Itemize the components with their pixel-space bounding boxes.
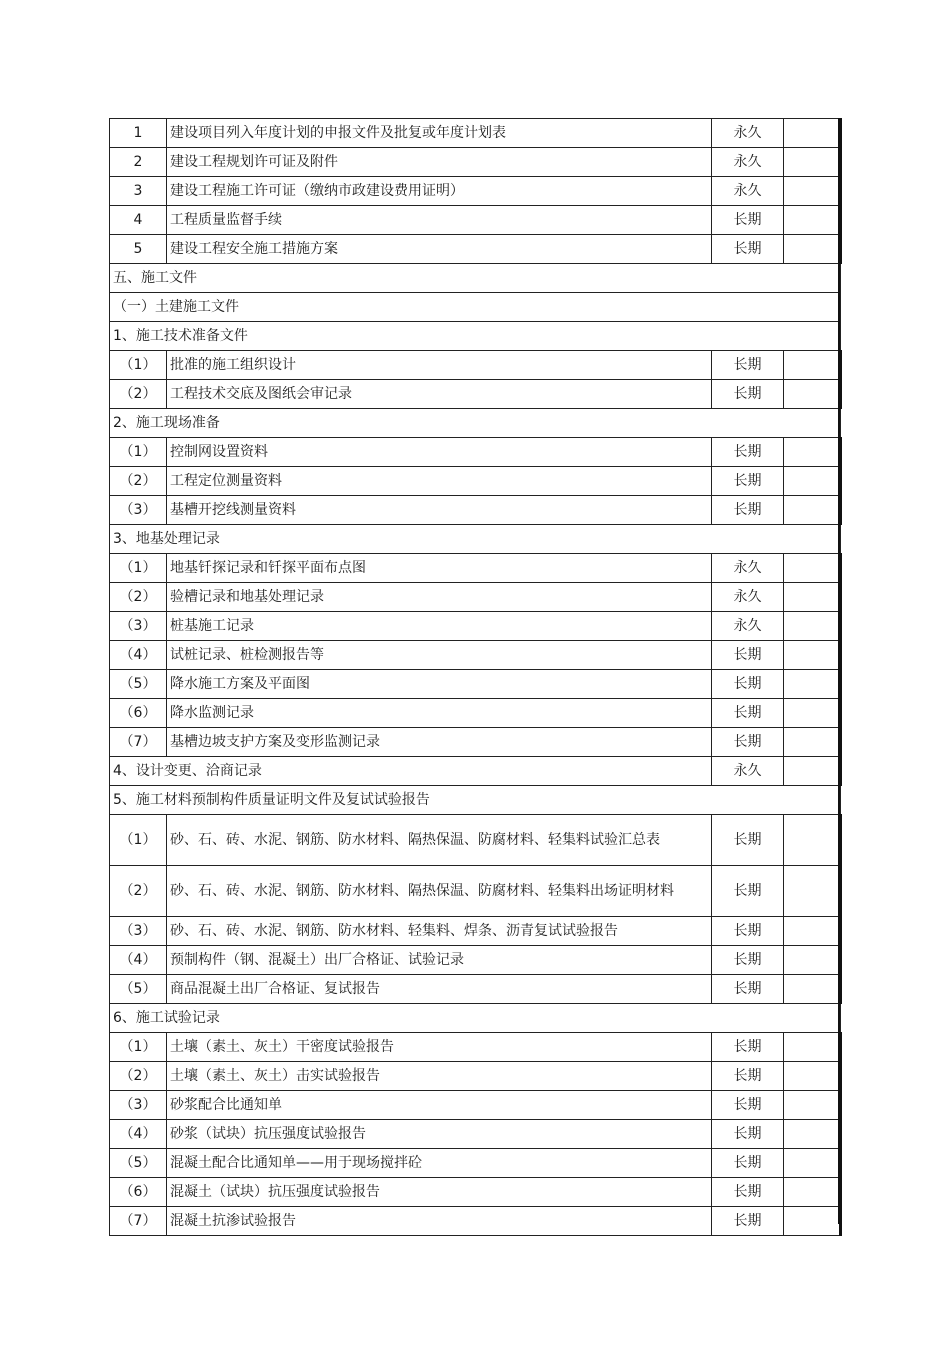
item-title: 降水监测记录 xyxy=(167,699,712,728)
section-title: 4、设计变更、洽商记录 xyxy=(110,757,712,786)
section-title: 2、施工现场准备 xyxy=(110,409,841,438)
item-title: 混凝土配合比通知单——用于现场搅拌砼 xyxy=(167,1149,712,1178)
retention-term: 永久 xyxy=(712,148,784,177)
item-title: 工程定位测量资料 xyxy=(167,467,712,496)
item-title: 建设工程规划许可证及附件 xyxy=(167,148,712,177)
table-row xyxy=(110,206,841,235)
item-title: 验槽记录和地基处理记录 xyxy=(167,583,712,612)
retention-term: 永久 xyxy=(712,583,784,612)
table-row xyxy=(110,641,841,670)
retention-term: 长期 xyxy=(712,670,784,699)
item-number: （5） xyxy=(110,1149,167,1178)
item-number: （3） xyxy=(110,612,167,641)
table-row xyxy=(110,496,841,525)
retention-term: 长期 xyxy=(712,1207,784,1236)
item-number: （5） xyxy=(110,975,167,1004)
item-title: 砂浆配合比通知单 xyxy=(167,1091,712,1120)
table-row xyxy=(110,438,841,467)
table-row xyxy=(110,119,841,148)
table-row xyxy=(110,467,841,496)
retention-term: 长期 xyxy=(712,866,784,917)
remarks-cell xyxy=(784,641,841,670)
remarks-cell xyxy=(784,351,841,380)
table-row xyxy=(110,1178,841,1207)
item-number: （4） xyxy=(110,946,167,975)
section-header-row xyxy=(110,409,841,438)
remarks-cell xyxy=(784,554,841,583)
item-number: （1） xyxy=(110,815,167,866)
retention-term: 长期 xyxy=(712,1091,784,1120)
item-number: 3 xyxy=(110,177,167,206)
item-title: 砂、石、砖、水泥、钢筋、防水材料、隔热保温、防腐材料、轻集料出场证明材料 xyxy=(167,866,712,917)
item-title: 建设工程安全施工措施方案 xyxy=(167,235,712,264)
remarks-cell xyxy=(784,177,841,206)
remarks-cell xyxy=(784,728,841,757)
table-row xyxy=(110,554,841,583)
remarks-cell xyxy=(784,1033,841,1062)
section-title: （一）土建施工文件 xyxy=(110,293,841,322)
table-row xyxy=(110,1149,841,1178)
remarks-cell xyxy=(784,119,841,148)
retention-term: 长期 xyxy=(712,380,784,409)
remarks-cell xyxy=(784,612,841,641)
remarks-cell xyxy=(784,946,841,975)
item-title: 基槽开挖线测量资料 xyxy=(167,496,712,525)
retention-term: 长期 xyxy=(712,235,784,264)
table-row xyxy=(110,866,841,917)
retention-term: 长期 xyxy=(712,815,784,866)
table-row xyxy=(110,148,841,177)
retention-term: 长期 xyxy=(712,206,784,235)
retention-term: 长期 xyxy=(712,1149,784,1178)
remarks-cell xyxy=(784,866,841,917)
retention-term: 长期 xyxy=(712,467,784,496)
item-title: 工程质量监督手续 xyxy=(167,206,712,235)
retention-term: 长期 xyxy=(712,728,784,757)
retention-term: 长期 xyxy=(712,699,784,728)
item-number: （7） xyxy=(110,1207,167,1236)
section-header-row xyxy=(110,293,841,322)
section-title: 五、施工文件 xyxy=(110,264,841,293)
retention-term: 长期 xyxy=(712,1178,784,1207)
section-title: 5、施工材料预制构件质量证明文件及复试试验报告 xyxy=(110,786,841,815)
item-number: （3） xyxy=(110,1091,167,1120)
item-title: 商品混凝土出厂合格证、复试报告 xyxy=(167,975,712,1004)
item-title: 混凝土抗渗试验报告 xyxy=(167,1207,712,1236)
table-row xyxy=(110,612,841,641)
item-title: 基槽边坡支护方案及变形监测记录 xyxy=(167,728,712,757)
remarks-cell xyxy=(784,1062,841,1091)
section-header-row xyxy=(110,1004,841,1033)
section-title: 6、施工试验记录 xyxy=(110,1004,841,1033)
retention-term: 长期 xyxy=(712,975,784,1004)
retention-term: 永久 xyxy=(712,612,784,641)
item-number: （2） xyxy=(110,467,167,496)
retention-term: 长期 xyxy=(712,1120,784,1149)
item-number: （7） xyxy=(110,728,167,757)
item-number: （3） xyxy=(110,496,167,525)
item-number: 4 xyxy=(110,206,167,235)
item-number: 5 xyxy=(110,235,167,264)
item-title: 砂浆（试块）抗压强度试验报告 xyxy=(167,1120,712,1149)
retention-term: 长期 xyxy=(712,917,784,946)
item-number: （2） xyxy=(110,583,167,612)
retention-term: 长期 xyxy=(712,641,784,670)
table-row xyxy=(110,815,841,866)
table-row xyxy=(110,946,841,975)
item-number: （4） xyxy=(110,641,167,670)
item-title: 土壤（素土、灰土）干密度试验报告 xyxy=(167,1033,712,1062)
remarks-cell xyxy=(784,699,841,728)
item-number: （1） xyxy=(110,554,167,583)
item-title: 砂、石、砖、水泥、钢筋、防水材料、轻集料、焊条、沥青复试试验报告 xyxy=(167,917,712,946)
table-row xyxy=(110,177,841,206)
remarks-cell xyxy=(784,235,841,264)
item-number: （1） xyxy=(110,1033,167,1062)
item-title: 批准的施工组织设计 xyxy=(167,351,712,380)
table-row xyxy=(110,1091,841,1120)
remarks-cell xyxy=(784,206,841,235)
remarks-cell xyxy=(784,815,841,866)
remarks-cell xyxy=(784,467,841,496)
item-title: 建设项目列入年度计划的申报文件及批复或年度计划表 xyxy=(167,119,712,148)
section-title: 3、地基处理记录 xyxy=(110,525,841,554)
remarks-cell xyxy=(784,1149,841,1178)
remarks-cell xyxy=(784,670,841,699)
item-number: 1 xyxy=(110,119,167,148)
section-header-row xyxy=(110,525,841,554)
item-title: 桩基施工记录 xyxy=(167,612,712,641)
retention-term: 长期 xyxy=(712,1062,784,1091)
item-title: 预制构件（钢、混凝土）出厂合格证、试验记录 xyxy=(167,946,712,975)
item-number: （1） xyxy=(110,351,167,380)
item-number: 2 xyxy=(110,148,167,177)
item-number: （2） xyxy=(110,380,167,409)
table-row xyxy=(110,235,841,264)
table-row xyxy=(110,917,841,946)
archive-retention-table xyxy=(109,118,842,1236)
table-row xyxy=(110,1120,841,1149)
item-title: 地基钎探记录和钎探平面布点图 xyxy=(167,554,712,583)
item-number: （2） xyxy=(110,1062,167,1091)
table-row xyxy=(110,351,841,380)
table-row xyxy=(110,670,841,699)
item-title: 控制网设置资料 xyxy=(167,438,712,467)
remarks-cell xyxy=(784,583,841,612)
table-right-border xyxy=(838,118,840,1224)
item-title: 建设工程施工许可证（缴纳市政建设费用证明） xyxy=(167,177,712,206)
item-title: 砂、石、砖、水泥、钢筋、防水材料、隔热保温、防腐材料、轻集料试验汇总表 xyxy=(167,815,712,866)
retention-term: 永久 xyxy=(712,554,784,583)
remarks-cell xyxy=(784,757,841,786)
item-number: （3） xyxy=(110,917,167,946)
retention-term: 长期 xyxy=(712,1033,784,1062)
retention-term: 永久 xyxy=(712,177,784,206)
item-number: （2） xyxy=(110,866,167,917)
retention-term: 长期 xyxy=(712,496,784,525)
item-number: （1） xyxy=(110,438,167,467)
remarks-cell xyxy=(784,380,841,409)
item-title: 试桩记录、桩检测报告等 xyxy=(167,641,712,670)
retention-term: 永久 xyxy=(712,757,784,786)
remarks-cell xyxy=(784,917,841,946)
section-header-row xyxy=(110,786,841,815)
table-row xyxy=(110,699,841,728)
remarks-cell xyxy=(784,1091,841,1120)
table-row xyxy=(110,1062,841,1091)
table-row xyxy=(110,1033,841,1062)
retention-term: 长期 xyxy=(712,351,784,380)
section-title: 1、施工技术准备文件 xyxy=(110,322,841,351)
remarks-cell xyxy=(784,1178,841,1207)
item-title: 降水施工方案及平面图 xyxy=(167,670,712,699)
table-body xyxy=(110,119,841,1236)
remarks-cell xyxy=(784,438,841,467)
table-row xyxy=(110,975,841,1004)
table-row xyxy=(110,380,841,409)
remarks-cell xyxy=(784,1207,841,1236)
retention-term: 长期 xyxy=(712,438,784,467)
remarks-cell xyxy=(784,496,841,525)
item-number: （6） xyxy=(110,1178,167,1207)
remarks-cell xyxy=(784,1120,841,1149)
table-row xyxy=(110,1207,841,1236)
item-title: 土壤（素土、灰土）击实试验报告 xyxy=(167,1062,712,1091)
remarks-cell xyxy=(784,975,841,1004)
item-title: 工程技术交底及图纸会审记录 xyxy=(167,380,712,409)
table-row xyxy=(110,757,841,786)
table-row xyxy=(110,583,841,612)
item-number: （5） xyxy=(110,670,167,699)
table-row xyxy=(110,728,841,757)
item-number: （6） xyxy=(110,699,167,728)
section-header-row xyxy=(110,322,841,351)
retention-term: 永久 xyxy=(712,119,784,148)
item-title: 混凝土（试块）抗压强度试验报告 xyxy=(167,1178,712,1207)
section-header-row xyxy=(110,264,841,293)
retention-term: 长期 xyxy=(712,946,784,975)
remarks-cell xyxy=(784,148,841,177)
item-number: （4） xyxy=(110,1120,167,1149)
